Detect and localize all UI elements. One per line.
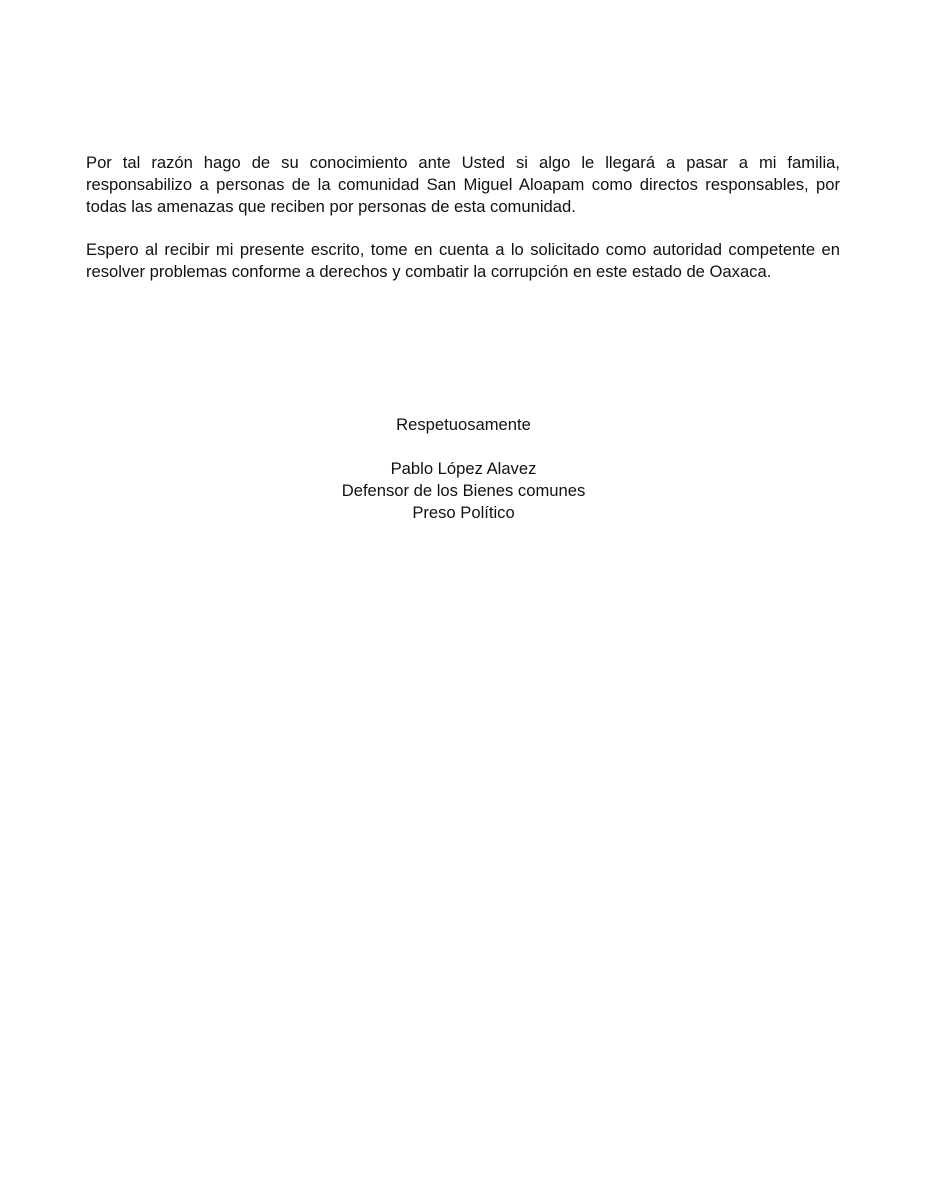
signer-status: Preso Político [412, 503, 515, 522]
paragraph-responsibility: Por tal razón hago de su conocimiento ante Usted si algo le llegará a pasar a mi familia, responsabilizo a personas de la comunidad San Miguel Aloapam como directos responsables, por todas las amenazas que reciben por personas de esta comunidad. [86, 153, 840, 216]
closing-salutation: Respetuosamente [396, 415, 531, 434]
signer-title: Defensor de los Bienes comunes [341, 481, 586, 500]
paragraph-request: Espero al recibir mi presente escrito, tome en cuenta a lo solicitado como autoridad competente en resolver problemas conforme a derechos y combatir la corrupción en este estado de Oaxaca. [86, 240, 840, 281]
signature-block [0, 458, 927, 524]
signer-name: Pablo López Alavez [390, 459, 537, 478]
